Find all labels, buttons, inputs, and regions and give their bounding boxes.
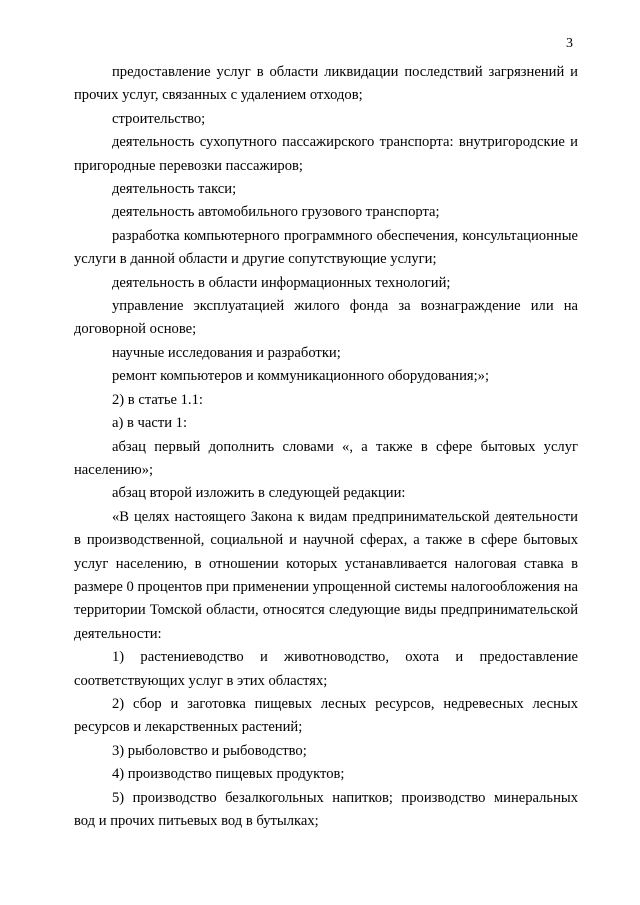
paragraph: деятельность в области информационных технологий;: [112, 274, 451, 291]
paragraph: управление эксплуатацией жилого фонда за вознаграждение или на договорной основе;: [74, 298, 578, 338]
page-number: 3: [566, 36, 573, 51]
paragraph: абзац второй изложить в следующей редакции:: [112, 485, 406, 502]
paragraph: а) в части 1:: [112, 415, 188, 432]
paragraph: деятельность такси;: [112, 181, 237, 198]
paragraph: 4) производство пищевых продуктов;: [112, 766, 345, 783]
paragraph: предоставление услуг в области ликвидации последствий загрязнений и прочих услуг, связанных с удалением отходов;: [74, 64, 578, 104]
document-body: [74, 61, 578, 833]
paragraph: научные исследования и разработки;: [112, 344, 341, 361]
paragraph: ремонт компьютеров и коммуникационного оборудования;»;: [112, 368, 490, 385]
paragraph: «В целях настоящего Закона к видам предпринимательской деятельности в производственной, социальной и научной сферах, а также в сфере бытовых услуг населению, в отношении которых устанавливается налоговая ставка в размере 0 процентов при применении упрощенной системы налогообложения на территории Томской области, относятся следующие виды предпринимательской деятельности:: [74, 508, 578, 642]
paragraph: 1) растениеводство и животноводство, охота и предоставление соответствующих услуг в этих областях;: [74, 649, 578, 689]
paragraph: 2) сбор и заготовка пищевых лесных ресурсов, недревесных лесных ресурсов и лекарственных растений;: [74, 695, 578, 736]
paragraph: абзац первый дополнить словами «, а также в сфере бытовых услуг населению»;: [74, 438, 578, 478]
paragraph: деятельность сухопутного пассажирского транспорта: внутригородские и пригородные перевозки пассажиров;: [74, 134, 578, 174]
paragraph: строительство;: [112, 110, 206, 127]
paragraph: разработка компьютерного программного обеспечения, консультационные услуги в данной области и другие сопутствующие услуги;: [74, 227, 578, 268]
paragraph: 3) рыболовство и рыбоводство;: [112, 742, 307, 759]
paragraph: 2) в статье 1.1:: [112, 391, 203, 408]
paragraph: 5) производство безалкогольных напитков; производство минеральных вод и прочих питьевых вод в бутылках;: [74, 789, 578, 829]
paragraph: деятельность автомобильного грузового транспорта;: [112, 204, 440, 221]
